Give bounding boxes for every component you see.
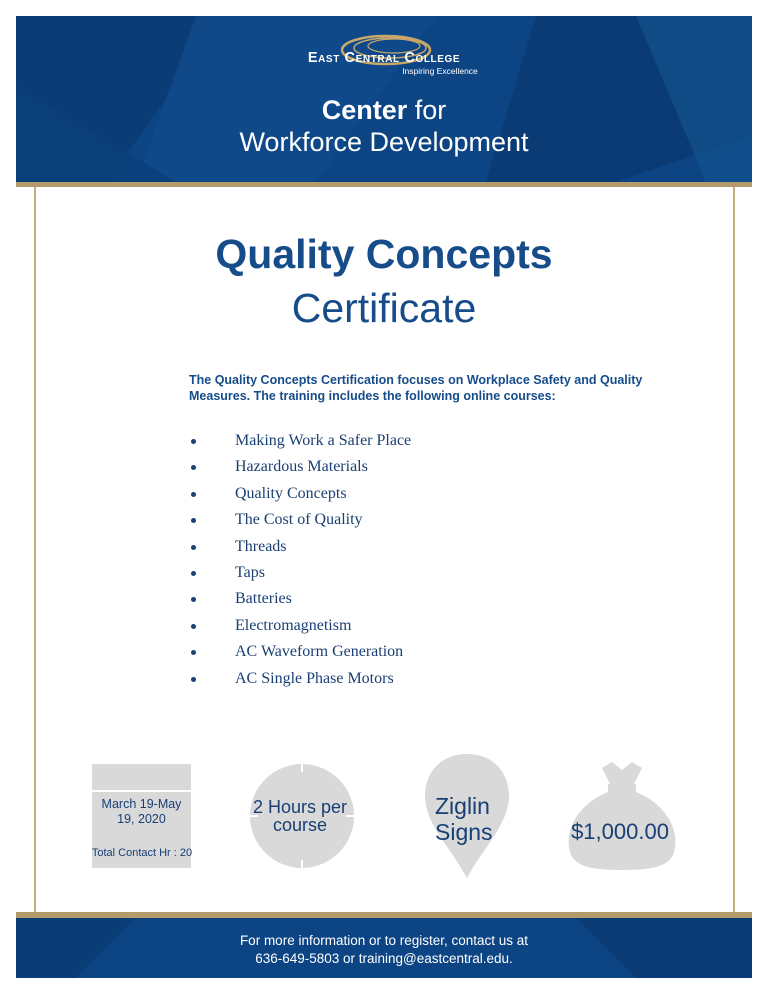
contact-hours: Total Contact Hr : 20 bbox=[91, 847, 193, 859]
course-price: $1,000.00 bbox=[571, 819, 669, 844]
course-label: Batteries bbox=[235, 590, 292, 608]
course-label: Taps bbox=[235, 563, 265, 581]
footer-banner bbox=[16, 918, 752, 978]
college-tagline: Inspiring Excellence bbox=[402, 66, 478, 76]
course-label: AC Waveform Generation bbox=[235, 643, 404, 661]
course-item bbox=[189, 536, 411, 562]
course-duration: 2 Hours per course bbox=[252, 797, 348, 835]
course-label: Electromagnetism bbox=[235, 616, 352, 634]
course-label: AC Single Phase Motors bbox=[235, 669, 394, 687]
header-title-bold: Center bbox=[321, 95, 408, 125]
course-item bbox=[189, 641, 411, 667]
money-bag-icon bbox=[560, 760, 684, 872]
college-logo[interactable] bbox=[16, 50, 752, 76]
bullet-icon bbox=[191, 650, 196, 655]
course-item bbox=[189, 430, 411, 456]
bullet-icon bbox=[191, 624, 196, 629]
course-item bbox=[189, 615, 411, 641]
bullet-icon bbox=[191, 597, 196, 602]
header-title-line2: Workforce Development bbox=[239, 127, 529, 157]
course-label: Making Work a Safer Place bbox=[235, 432, 412, 449]
course-label: Quality Concepts bbox=[235, 484, 347, 502]
course-item bbox=[189, 509, 411, 535]
certificate-intro: The Quality Concepts Certification focuses on Workplace Safety and Quality Measures. The training includes the following online courses: bbox=[189, 373, 643, 403]
header-title-light: for bbox=[414, 95, 447, 125]
course-item bbox=[189, 483, 411, 509]
bullet-icon bbox=[191, 439, 196, 444]
header-title-line1 bbox=[16, 94, 752, 126]
bullet-icon bbox=[191, 545, 196, 550]
bullet-icon bbox=[191, 492, 196, 497]
college-name: East Central College bbox=[307, 50, 461, 66]
course-item bbox=[189, 588, 411, 614]
bullet-icon bbox=[191, 677, 196, 682]
course-item bbox=[189, 562, 411, 588]
bullet-icon bbox=[191, 571, 196, 576]
bullet-icon bbox=[191, 465, 196, 470]
course-dates: March 19-May 19, 2020 bbox=[101, 797, 182, 826]
footer-line1: For more information or to register, contact us at bbox=[239, 933, 529, 948]
footer-contact bbox=[16, 932, 752, 968]
course-label: Hazardous Materials bbox=[235, 458, 368, 476]
calendar-icon-header bbox=[92, 764, 191, 790]
course-item bbox=[189, 456, 411, 482]
footer-line2[interactable]: 636-649-5803 or training@eastcentral.edu. bbox=[255, 951, 513, 966]
bullet-icon bbox=[191, 518, 196, 523]
course-item bbox=[189, 668, 411, 694]
header-banner bbox=[16, 16, 752, 182]
course-location: Ziglin Signs bbox=[435, 793, 493, 845]
certificate-subtitle: Certificate bbox=[291, 285, 477, 331]
course-label: Threads bbox=[235, 537, 287, 555]
header-divider bbox=[16, 182, 752, 187]
certificate-title: Quality Concepts bbox=[215, 231, 553, 277]
course-list bbox=[189, 430, 411, 694]
course-label: The Cost of Quality bbox=[235, 511, 363, 529]
